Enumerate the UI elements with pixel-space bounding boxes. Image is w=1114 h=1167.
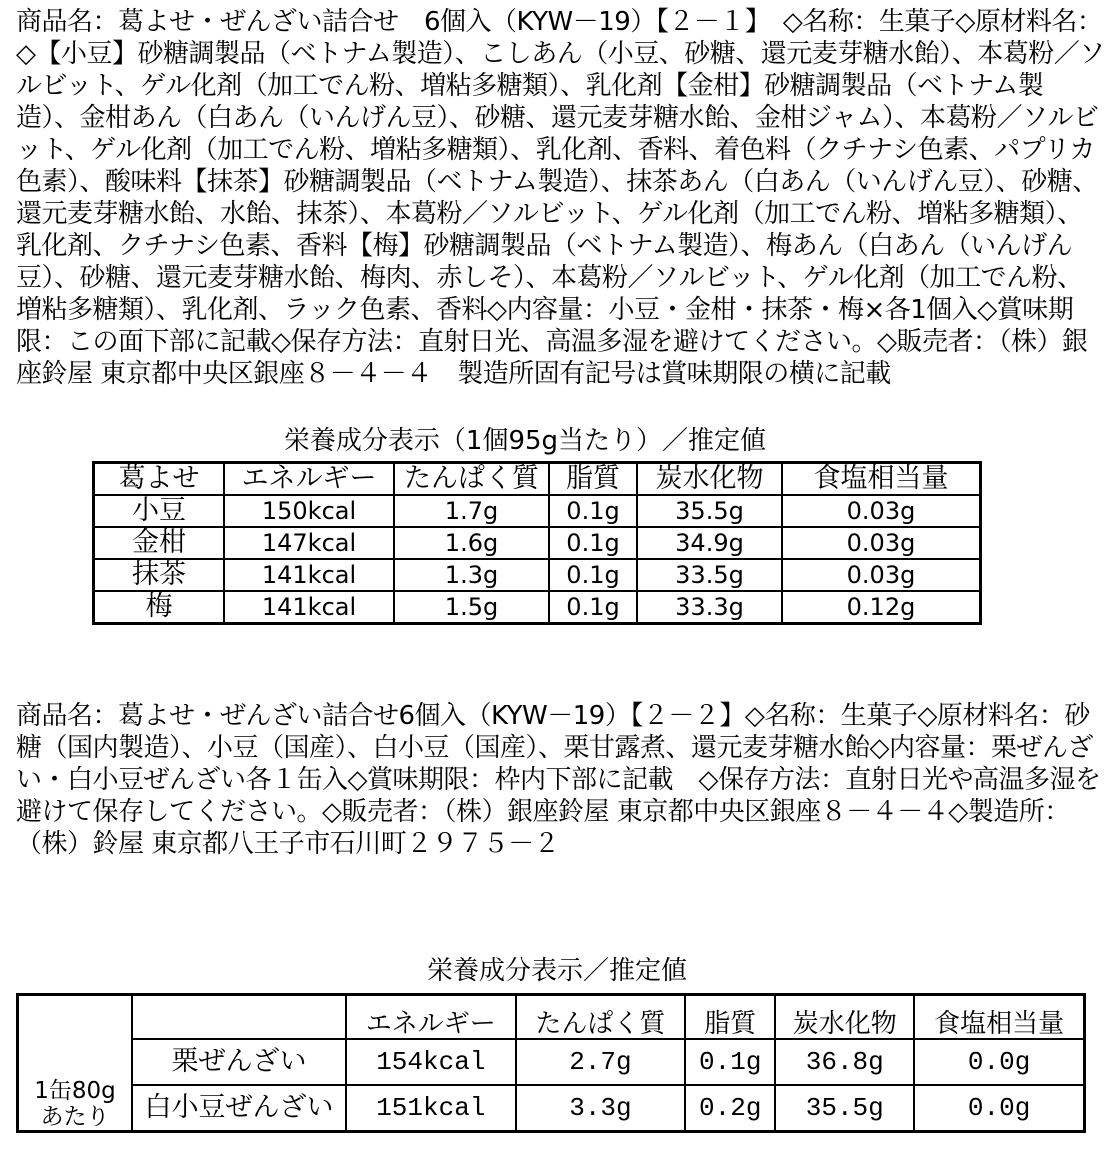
table-header-row [94,463,981,496]
table-row [18,1039,1085,1085]
table-cell: 33.3g [637,591,782,624]
table-cell: 0.03g [782,527,981,559]
table-row [94,591,981,624]
row-label: 抹茶 [94,559,225,591]
row-label: 白小豆ぜんざい [132,1085,346,1132]
header-cell: 食塩相当量 [782,463,981,496]
table-cell: 33.5g [637,559,782,591]
table-cell: 2.7g [516,1039,686,1085]
header-cell: 葛よせ [94,463,225,496]
product2-description: 商品名：葛よせ・ぜんざい詰合せ6個入（KYW－19）【２－２】◇名称：生菓子◇原材料名：砂糖（国内製造）、小豆（国産）、白小豆（国産）、栗甘露煮、還元麦芽糖水飴◇内容量：栗ぜんざい・白小豆ぜんざい各１缶入◇賞味期限：枠内下部に記載 ◇保存方法：直射日光や高温多湿を避けて保存してください。◇販売者：（株）銀座鈴屋 東京都中央区銀座８－４－４◇製造所：（株）鈴屋 東京都八王子市石川町２９７５－２ [16,701,1101,859]
table-cell: 0.1g [549,559,637,591]
table-cell: 1.3g [394,559,549,591]
per-unit-line2: あたり [40,1104,110,1130]
product2-nutrition-table [16,993,1086,1133]
table-row [18,1085,1085,1132]
table-header-row [18,995,1085,1040]
per-unit-line1: 1缶80g [34,1078,116,1104]
header-cell: たんぱく質 [516,995,686,1040]
table-cell: 141kcal [224,591,394,624]
header-cell: 食塩相当量 [914,995,1084,1040]
row-label: 梅 [94,591,225,624]
table-cell: 34.9g [637,527,782,559]
row-label: 栗ぜんざい [132,1039,346,1085]
table-cell: 0.12g [782,591,981,624]
row-label: 金柑 [94,527,225,559]
table-cell: 35.5g [637,495,782,527]
header-cell: 脂質 [549,463,637,496]
header-cell: たんぱく質 [394,463,549,496]
per-unit-label [18,995,133,1132]
table-cell: 1.6g [394,527,549,559]
header-cell: 炭水化物 [775,995,914,1040]
product1-nutrition-caption: 栄養成分表示（1個95g当たり）／推定値 [283,426,767,456]
table-cell: 1.7g [394,495,549,527]
table-cell: 154kcal [346,1039,516,1085]
table-cell: 0.03g [782,559,981,591]
product2-nutrition-caption: 栄養成分表示／推定値 [426,956,687,986]
table-cell: 0.1g [549,495,637,527]
header-cell: エネルギー [346,995,516,1040]
product1-description: 商品名：葛よせ・ぜんざい詰合せ 6個入（KYW－19）【２－１】 ◇名称：生菓子◇原材料名：◇【小豆】砂糖調製品（ベトナム製造）、こしあん（小豆、砂糖、還元麦芽糖水飴）、本葛粉／ソルビット、ゲル化剤（加工でん粉、増粘多糖類）、乳化剤【金柑】砂糖調製品（ベトナム製造）、金柑あん（白あん（いんげん豆）、砂糖、還元麦芽糖水飴、金柑ジャム）、本葛粉／ソルビット、ゲル化剤（加工でん粉、増粘多糖類）、乳化剤、香料、着色料（クチナシ色素、パプリカ色素）、酸味料【抹茶】砂糖調製品（ベトナム製造）、抹茶あん（白あん（いんげん豆）、砂糖、還元麦芽糖水飴、水飴、抹茶）、本葛粉／ソルビット、ゲル化剤（加工でん粉、増粘多糖類）、乳化剤、クチナシ色素、香料【梅】砂糖調製品（ベトナム製造）、梅あん（白あん（いんげん豆）、砂糖、還元麦芽糖水飴、梅肉、赤しそ）、本葛粉／ソルビット、ゲル化剤（加工でん粉、増粘多糖類）、乳化剤、ラック色素、香料◇内容量：小豆・金柑・抹茶・梅×各1個入◇賞味期限：この面下部に記載◇保存方法：直射日光、高温多湿を避けてください。◇販売者：（株）銀座鈴屋 東京都中央区銀座８－４－４ 製造所固有記号は賞味期限の横に記載 [16,7,1105,389]
table-cell: 0.0g [914,1039,1084,1085]
header-cell: 炭水化物 [637,463,782,496]
product1-nutrition-table [92,461,982,625]
row-label: 小豆 [94,495,225,527]
table-cell: 0.2g [685,1085,775,1132]
table-cell: 0.1g [549,591,637,624]
table-cell: 0.1g [685,1039,775,1085]
table-row [94,495,981,527]
table-cell: 35.5g [775,1085,914,1132]
table-cell: 150kcal [224,495,394,527]
table-cell: 36.8g [775,1039,914,1085]
table-cell: 0.03g [782,495,981,527]
table-cell: 141kcal [224,559,394,591]
header-cell: 脂質 [685,995,775,1040]
table-cell: 3.3g [516,1085,686,1132]
header-blank-cell [132,995,346,1040]
table-cell: 0.1g [549,527,637,559]
header-cell: エネルギー [224,463,394,496]
table-cell: 0.0g [914,1085,1084,1132]
table-cell: 147kcal [224,527,394,559]
table-cell: 151kcal [346,1085,516,1132]
table-cell: 1.5g [394,591,549,624]
table-row [94,527,981,559]
table-row [94,559,981,591]
